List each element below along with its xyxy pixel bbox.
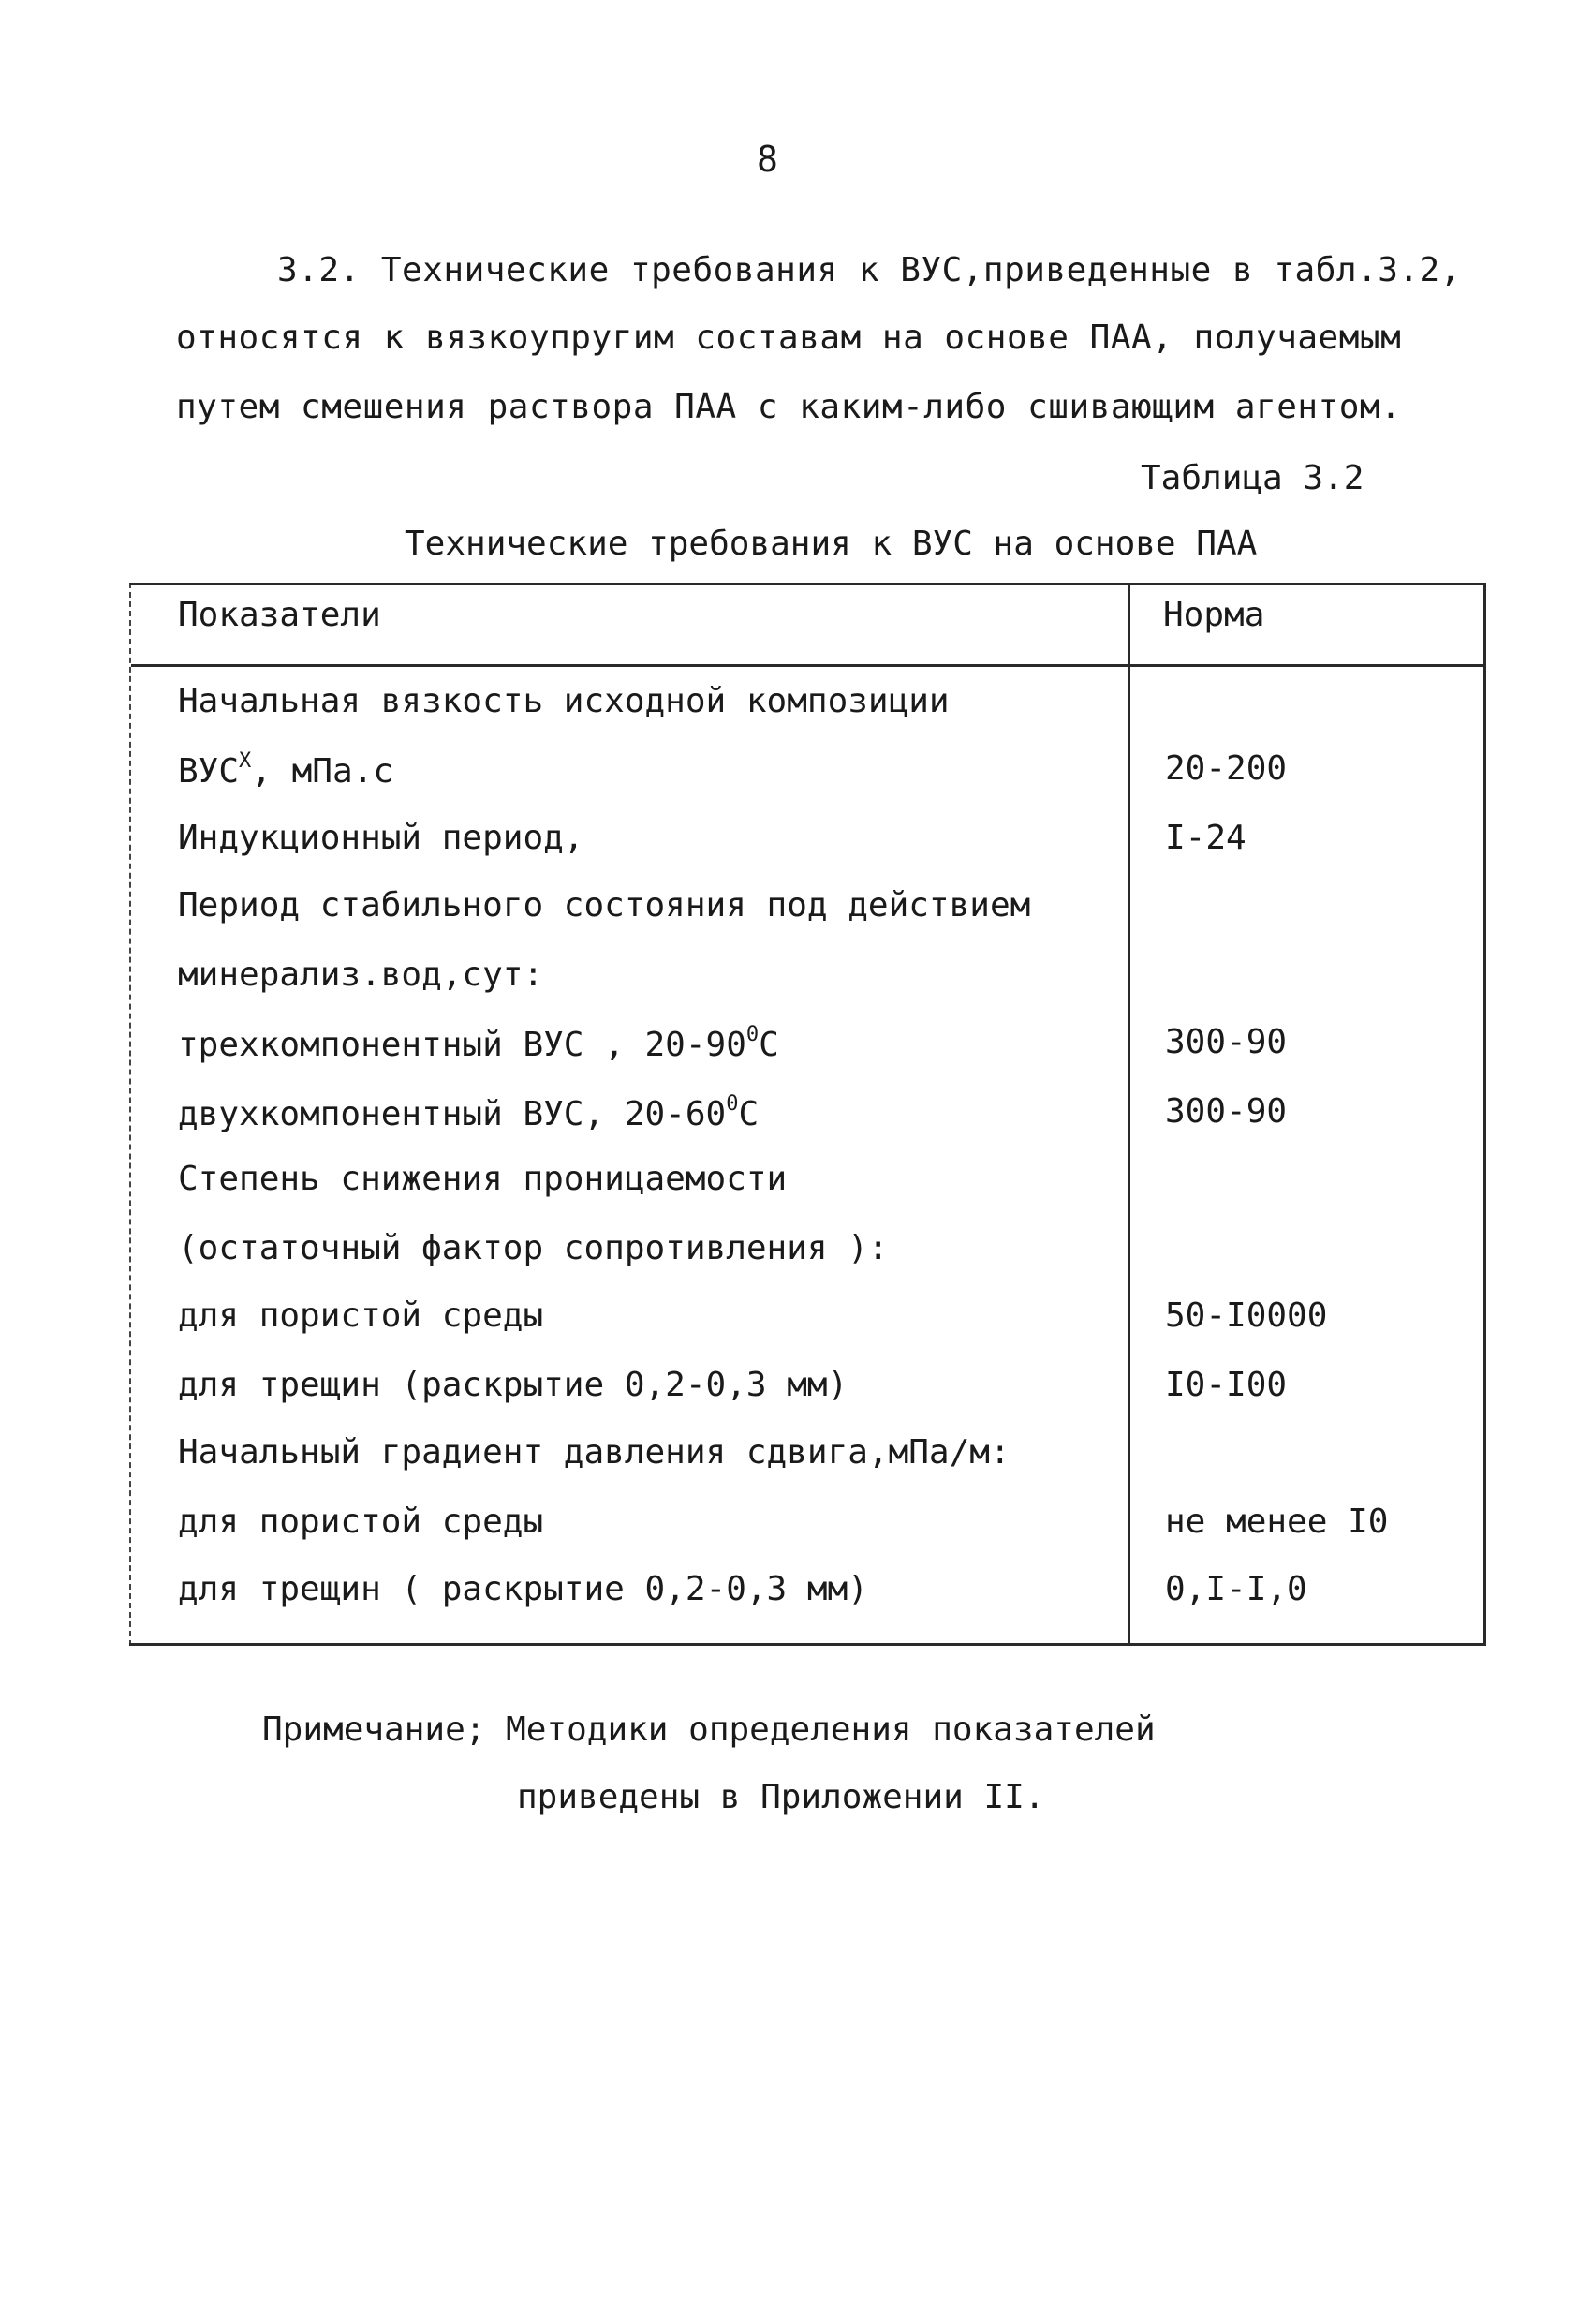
indicator-text-tail: С	[759, 1026, 779, 1064]
indicator-superscript: 0	[745, 1023, 760, 1046]
indicator-text-tail: , мПа.с	[251, 752, 393, 791]
table-row-norm: 0,I-I,0	[1165, 1570, 1307, 1608]
table-row-norm: I0-I00	[1165, 1366, 1288, 1404]
table-row-indicator: (остаточный фактор сопротивления ):	[178, 1229, 889, 1267]
table-row-indicator: для трещин (раскрытие 0,2-0,3 мм)	[178, 1366, 848, 1404]
table-row-norm: I-24	[1165, 819, 1246, 857]
table-label: Таблица 3.2	[1141, 459, 1364, 497]
indicator-text: трехкомпонентный ВУС , 20-90	[178, 1026, 746, 1064]
column-divider	[1128, 585, 1130, 1646]
table-row-norm: 50-I0000	[1165, 1296, 1328, 1335]
table-row-indicator: Начальный градиент давления сдвига,мПа/м:	[178, 1433, 1010, 1472]
paragraph-line-3: путем смешения раствора ПАА с каким-либо сшивающим агентом.	[176, 388, 1402, 426]
table-row-norm: 300-90	[1165, 1023, 1288, 1061]
table-row-indicator: Период стабильного состояния под действием	[178, 886, 1031, 925]
table-row-indicator: для пористой среды	[178, 1502, 544, 1541]
note-line-2: приведены в Приложении II.	[517, 1778, 1045, 1816]
page-number: 8	[757, 139, 778, 180]
table-row-norm: 300-90	[1165, 1092, 1288, 1131]
paragraph-line-2: относятся к вязкоупругим составам на основе ПАА, получаемым	[176, 318, 1402, 357]
table-row-indicator	[178, 1023, 779, 1064]
table-row-indicator: для трещин ( раскрытие 0,2-0,3 мм)	[178, 1570, 868, 1608]
indicator-superscript: 0	[726, 1092, 739, 1116]
indicator-superscript: X	[239, 749, 252, 773]
table-row-indicator	[178, 749, 393, 791]
indicator-text: ВУС	[178, 752, 240, 791]
table-row-norm: не менее I0	[1165, 1502, 1389, 1541]
table-row-indicator: Начальная вязкость исходной композиции	[178, 682, 950, 720]
header-divider	[131, 664, 1483, 667]
table-row-indicator: Степень снижения проницаемости	[178, 1160, 788, 1198]
table-row-norm: 20-200	[1165, 749, 1288, 788]
table-bottom-border	[129, 1643, 1486, 1646]
indicator-text-tail: С	[738, 1095, 760, 1133]
table-title: Технические требования к ВУС на основе ПАА	[405, 525, 1258, 563]
header-indicators: Показатели	[178, 596, 381, 634]
table-row-indicator: Индукционный период,	[178, 819, 584, 857]
table-row-indicator	[178, 1092, 759, 1133]
table-row-indicator: минерализ.вод,сут:	[178, 955, 544, 994]
note-line-1: Примечание; Методики определения показателей	[262, 1710, 1156, 1749]
header-norm: Норма	[1163, 596, 1265, 634]
table-row-indicator: для пористой среды	[178, 1296, 544, 1335]
indicator-text: двухкомпонентный ВУС, 20-60	[178, 1095, 727, 1133]
paragraph-line-1: 3.2. Технические требования к ВУС,приведенные в табл.3.2,	[277, 251, 1461, 289]
